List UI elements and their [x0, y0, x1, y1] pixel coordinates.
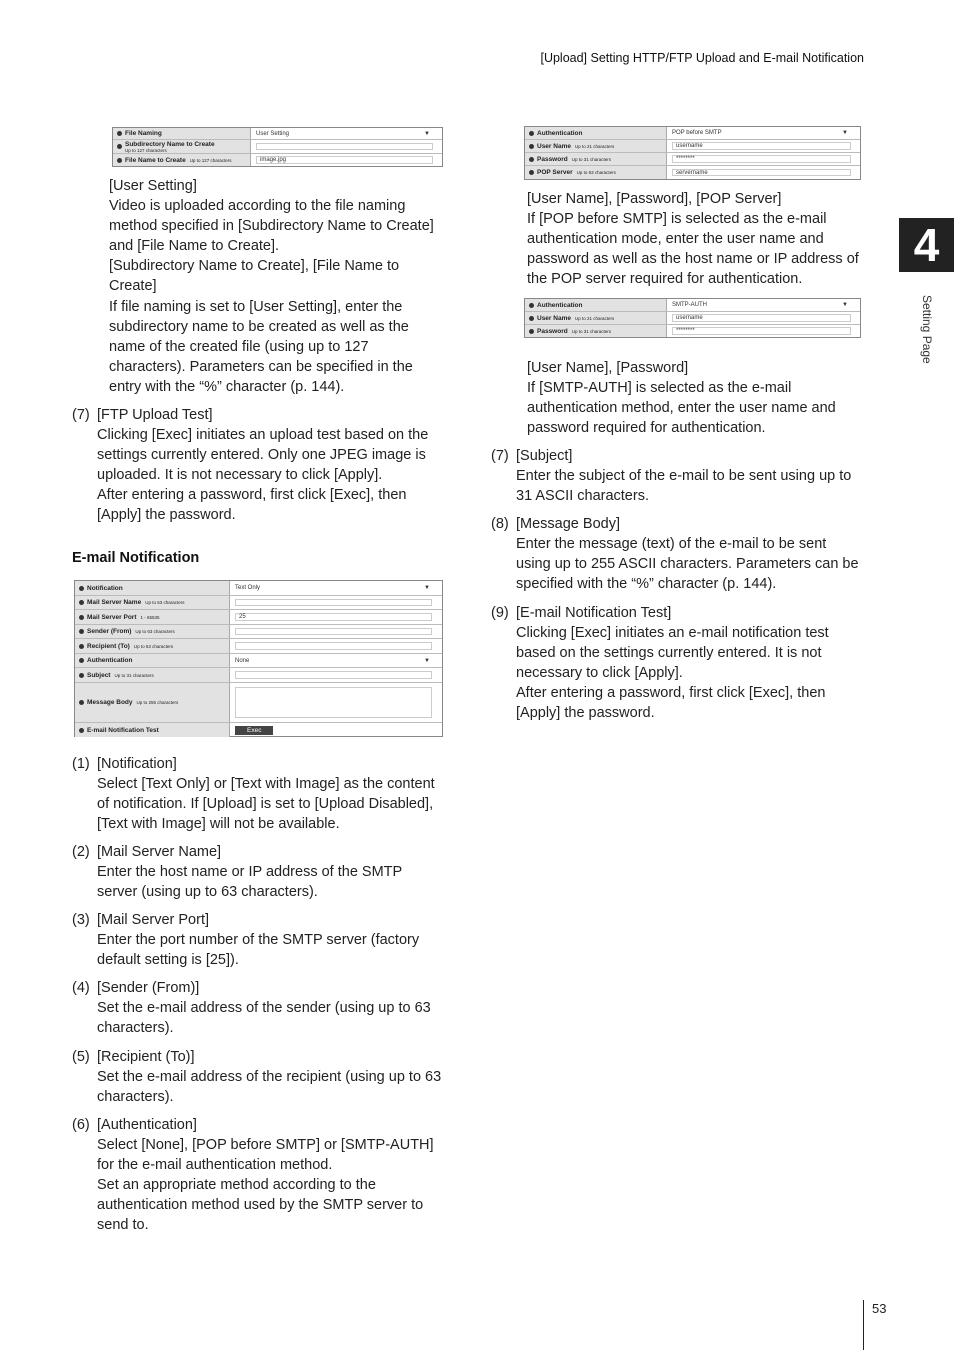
paragraph: [User Name], [Password]	[527, 360, 689, 376]
setting-label-group	[87, 699, 178, 706]
setting-value-cell	[230, 668, 442, 682]
item-title: [Sender (From)]	[97, 980, 200, 996]
setting-note: 1 - 65535	[140, 614, 160, 620]
item-text: Set an appropriate method according to the authentication method used by the SMTP server to send to.	[97, 1177, 424, 1234]
item-text: Enter the subject of the e-mail to be sent using up to 31 ASCII characters.	[516, 468, 852, 505]
setting-label-text: Password	[537, 327, 568, 335]
setting-value-cell	[667, 153, 860, 165]
item-text: Select [None], [POP before SMTP] or [SMTP-AUTH] for the e-mail authentication method.	[97, 1137, 434, 1174]
settings-row	[75, 639, 442, 654]
settings-row	[75, 654, 442, 668]
setting-note: Up to 255 characters	[136, 700, 179, 705]
setting-value-cell	[230, 723, 442, 737]
setting-value-cell	[667, 140, 860, 152]
setting-value-cell	[230, 683, 442, 722]
item-number: (7)	[72, 407, 90, 423]
settings-row	[525, 325, 860, 337]
bullet-icon	[529, 170, 534, 175]
setting-label-text: User Name	[537, 142, 571, 150]
item-text: After entering a password, first click [Exec], then [Apply] the password.	[516, 685, 826, 722]
list-item	[72, 754, 444, 834]
dropdown-selected-value: None	[235, 657, 250, 664]
setting-value-cell	[230, 625, 442, 638]
email-notification-settings-table	[74, 580, 443, 737]
bullet-icon	[79, 658, 84, 663]
list-item	[72, 1115, 444, 1236]
setting-label	[113, 128, 251, 139]
dropdown-selected-value: Text Only	[235, 585, 261, 591]
setting-note: Up to 31 characters	[571, 156, 611, 162]
setting-label	[525, 166, 667, 179]
bullet-icon	[79, 700, 84, 705]
list-item	[72, 978, 444, 1038]
item-body	[97, 910, 444, 970]
setting-value-cell	[251, 140, 442, 153]
setting-note: Up to 63 characters	[135, 629, 175, 634]
setting-note: Up to 127 characters	[125, 147, 167, 153]
item-body	[97, 1115, 444, 1236]
setting-label	[75, 668, 230, 682]
setting-note: Up to 21 characters	[574, 315, 615, 321]
running-header: [Upload] Setting HTTP/FTP Upload and E-mail Notification	[540, 51, 864, 65]
setting-label	[113, 140, 251, 153]
setting-label-text: Mail Server Port	[87, 613, 137, 621]
setting-label-text: Mail Server Name	[87, 599, 142, 606]
list-item	[491, 514, 863, 594]
setting-label-group	[537, 156, 611, 163]
setting-label-text: Password	[537, 155, 568, 163]
bullet-icon	[529, 144, 534, 149]
item-number: (4)	[72, 980, 90, 996]
setting-dropdown[interactable]	[230, 654, 442, 667]
setting-label	[525, 312, 667, 324]
setting-input[interactable]	[235, 642, 432, 650]
setting-label-group	[87, 599, 184, 606]
page-number: 53	[872, 1301, 887, 1316]
setting-label	[525, 140, 667, 152]
settings-row	[75, 625, 442, 639]
item-title: [Authentication]	[97, 1117, 197, 1133]
setting-note: Up to 31 characters	[571, 328, 611, 334]
setting-label-text: Subdirectory Name to Create	[125, 140, 215, 148]
setting-label-text: Authentication	[537, 301, 583, 309]
setting-input[interactable]: 25	[235, 613, 432, 621]
setting-label	[75, 610, 230, 624]
dropdown-arrow-icon: ▼	[424, 130, 430, 137]
item-number: (2)	[72, 844, 90, 860]
item-title: [E-mail Notification Test]	[516, 605, 672, 621]
dropdown-selected-value: SMTP-AUTH	[672, 302, 707, 308]
list-item	[491, 603, 863, 724]
setting-input[interactable]: username	[672, 314, 851, 321]
pop-before-smtp-description	[527, 189, 863, 289]
paragraph: If file naming is set to [User Setting], enter the subdirectory name to be created as well as the name of the created file (using up to 127 characters). Parameters can be specified in the entry with the “%” character (p. 144).	[109, 298, 413, 395]
setting-label-group	[125, 157, 231, 164]
setting-input[interactable]: username	[672, 142, 851, 149]
item-body	[97, 754, 444, 834]
setting-note: Up to 63 characters	[576, 170, 616, 175]
setting-label-group	[87, 672, 154, 679]
setting-dropdown[interactable]	[230, 581, 442, 595]
settings-row	[75, 668, 442, 683]
setting-value-cell	[230, 610, 442, 624]
bullet-icon	[529, 303, 534, 308]
item-title: [Subject]	[516, 448, 573, 464]
setting-label-group	[537, 315, 614, 322]
item-text: Set the e-mail address of the recipient (using up to 63 characters).	[97, 1069, 442, 1106]
setting-label-text: Sender (From)	[87, 628, 132, 635]
setting-note: Up to 21 characters	[574, 143, 615, 149]
setting-note: Up to 31 characters	[114, 672, 154, 678]
setting-label	[525, 153, 667, 165]
setting-label-text: Recipient (To)	[87, 642, 130, 650]
item-title: [Notification]	[97, 756, 177, 772]
bullet-icon	[529, 316, 534, 321]
setting-input[interactable]	[256, 143, 433, 151]
bullet-icon	[79, 615, 84, 620]
settings-row	[525, 140, 860, 153]
item-text: Clicking [Exec] initiates an upload test based on the settings currently entered. Only one JPEG image is uploaded. It is not necessary to click [Apply].	[97, 427, 429, 484]
setting-value-cell	[667, 166, 860, 179]
bullet-icon	[79, 728, 84, 733]
setting-label-group	[537, 169, 616, 176]
item-number: (1)	[72, 756, 90, 772]
setting-label	[75, 654, 230, 667]
settings-row	[525, 299, 860, 312]
setting-label	[113, 154, 251, 166]
setting-label-group	[125, 130, 162, 137]
setting-label	[75, 639, 230, 653]
pop-before-smtp-settings-table	[524, 126, 861, 180]
item-title: [Mail Server Port]	[97, 912, 209, 928]
setting-label-group	[87, 628, 175, 635]
settings-row	[525, 312, 860, 325]
item-text: Enter the message (text) of the e-mail to be sent using up to 255 ASCII characters. Parameters can be specified with the “%” character (p. 144).	[516, 536, 859, 593]
setting-label	[75, 625, 230, 638]
item-number: (5)	[72, 1049, 90, 1065]
setting-label-text: Authentication	[537, 129, 583, 137]
list-item	[491, 446, 863, 506]
list-item	[72, 910, 444, 970]
setting-note: Up to 63 characters	[133, 643, 174, 649]
setting-input[interactable]	[235, 687, 432, 718]
setting-label-text: User Name	[537, 314, 571, 322]
setting-note: Up to 63 characters	[145, 600, 185, 605]
setting-label	[525, 299, 667, 311]
exec-button[interactable]: Exec	[235, 726, 273, 735]
setting-value-cell	[251, 154, 442, 166]
item-number: (3)	[72, 912, 90, 928]
setting-label-text: Notification	[87, 584, 123, 592]
setting-value-cell	[667, 312, 860, 324]
bullet-icon	[529, 131, 534, 136]
setting-label-text: File Name to Create	[125, 156, 186, 164]
setting-label-text: POP Server	[537, 169, 573, 176]
dropdown-selected-value: POP before SMTP	[672, 130, 722, 136]
setting-label-text: File Naming	[125, 130, 162, 137]
item-text: Set the e-mail address of the sender (using up to 63 characters).	[97, 1000, 431, 1037]
paragraph: If [SMTP-AUTH] is selected as the e-mail authentication method, enter the user name and password required for authentication.	[527, 380, 836, 437]
setting-label	[75, 723, 230, 737]
item-title: [Mail Server Name]	[97, 844, 222, 860]
setting-input[interactable]: ********	[672, 327, 851, 334]
dropdown-arrow-icon: ▼	[842, 130, 848, 136]
setting-label-group	[537, 302, 583, 309]
setting-label-text: Subject	[87, 671, 111, 679]
smtp-auth-settings-table	[524, 298, 861, 338]
page-number-divider	[863, 1300, 864, 1350]
item-body	[516, 603, 863, 724]
setting-note: Up to 127 characters	[189, 157, 232, 163]
bullet-icon	[79, 673, 84, 678]
paragraph: [User Setting]	[109, 178, 197, 194]
setting-label	[525, 127, 667, 139]
setting-dropdown[interactable]	[667, 127, 860, 139]
setting-label	[75, 596, 230, 609]
email-notification-heading: E-mail Notification	[72, 550, 200, 566]
setting-label	[75, 683, 230, 722]
setting-dropdown[interactable]	[251, 128, 442, 139]
item-text: After entering a password, first click [Exec], then [Apply] the password.	[97, 487, 407, 524]
setting-value-cell	[667, 325, 860, 337]
setting-label-group	[87, 643, 173, 650]
setting-label-group	[87, 727, 159, 734]
item-text: Select [Text Only] or [Text with Image] as the content of notification. If [Upload] is set to [Upload Disabled], [Text with Image] will not be available.	[97, 776, 435, 833]
item-text: Enter the host name or IP address of the SMTP server (using up to 63 characters).	[97, 864, 402, 901]
paragraph: [Subdirectory Name to Create], [File Name to Create]	[109, 258, 400, 295]
dropdown-arrow-icon: ▼	[424, 585, 430, 591]
setting-value-cell	[230, 639, 442, 653]
item-title: [FTP Upload Test]	[97, 407, 213, 423]
item-title: [Recipient (To)]	[97, 1049, 195, 1065]
paragraph: Video is uploaded according to the file naming method specified in [Subdirectory Name to Create] and [File Name to Create].	[109, 198, 434, 255]
bullet-icon	[79, 644, 84, 649]
item-body	[97, 978, 444, 1038]
settings-row	[525, 127, 860, 140]
setting-input[interactable]	[235, 599, 432, 607]
item-body	[516, 446, 863, 506]
user-setting-description	[109, 176, 445, 397]
setting-label	[525, 325, 667, 337]
bullet-icon	[117, 158, 122, 163]
bullet-icon	[79, 629, 84, 634]
setting-label-text: Authentication	[87, 657, 133, 664]
smtp-auth-description	[527, 358, 863, 438]
item-number: (9)	[491, 605, 509, 621]
setting-label-group	[537, 328, 611, 335]
bullet-icon	[529, 157, 534, 162]
item-number: (6)	[72, 1117, 90, 1133]
file-naming-settings-table	[112, 127, 443, 167]
item-body	[97, 1047, 444, 1107]
chapter-side-label: Setting Page	[920, 295, 934, 364]
item-number: (8)	[491, 516, 509, 532]
item-text: Enter the port number of the SMTP server (factory default setting is [25]).	[97, 932, 420, 969]
bullet-icon	[79, 600, 84, 605]
item-number: (7)	[491, 448, 509, 464]
bullet-icon	[117, 144, 122, 149]
setting-label	[75, 581, 230, 595]
list-item	[72, 1047, 444, 1107]
setting-input[interactable]	[235, 628, 432, 636]
setting-label-group	[87, 614, 160, 621]
settings-row	[113, 154, 442, 166]
setting-label-text: Message Body	[87, 699, 133, 706]
setting-label-group	[537, 130, 583, 137]
settings-row	[75, 723, 442, 737]
dropdown-arrow-icon: ▼	[424, 657, 430, 664]
item-body	[516, 514, 863, 594]
setting-label-group	[87, 657, 133, 664]
dropdown-selected-value: User Setting	[256, 130, 290, 137]
settings-row	[75, 596, 442, 610]
chapter-tab: 4	[899, 218, 954, 272]
setting-label-group	[125, 141, 215, 153]
settings-row	[75, 581, 442, 596]
settings-row	[75, 610, 442, 625]
setting-input[interactable]: image.jpg	[256, 156, 433, 163]
bullet-icon	[117, 131, 122, 136]
settings-row	[525, 166, 860, 179]
dropdown-arrow-icon: ▼	[842, 302, 848, 308]
setting-label-group	[537, 143, 614, 150]
settings-row	[525, 153, 860, 166]
paragraph: If [POP before SMTP] is selected as the e-mail authentication mode, enter the user name and password as well as the host name or IP address of the POP server required for authentication.	[527, 211, 859, 288]
paragraph: [User Name], [Password], [POP Server]	[527, 191, 782, 207]
item-body	[97, 405, 444, 526]
bullet-icon	[79, 586, 84, 591]
bullet-icon	[529, 329, 534, 334]
item-title: [Message Body]	[516, 516, 620, 532]
setting-input[interactable]: ********	[672, 155, 851, 162]
setting-dropdown[interactable]	[667, 299, 860, 311]
settings-row	[113, 128, 442, 140]
settings-row	[75, 683, 442, 723]
setting-label-text: E-mail Notification Test	[87, 726, 159, 734]
setting-input[interactable]	[235, 671, 432, 679]
setting-value-cell	[230, 596, 442, 609]
item-body	[97, 842, 444, 902]
item-text: Clicking [Exec] initiates an e-mail notification test based on the settings currently entered. It is not necessary to click [Apply].	[516, 625, 829, 682]
setting-input[interactable]: servername	[672, 169, 851, 177]
setting-label-group	[87, 585, 123, 592]
list-item	[72, 842, 444, 902]
ftp-upload-test-item	[72, 405, 444, 526]
settings-row	[113, 140, 442, 154]
